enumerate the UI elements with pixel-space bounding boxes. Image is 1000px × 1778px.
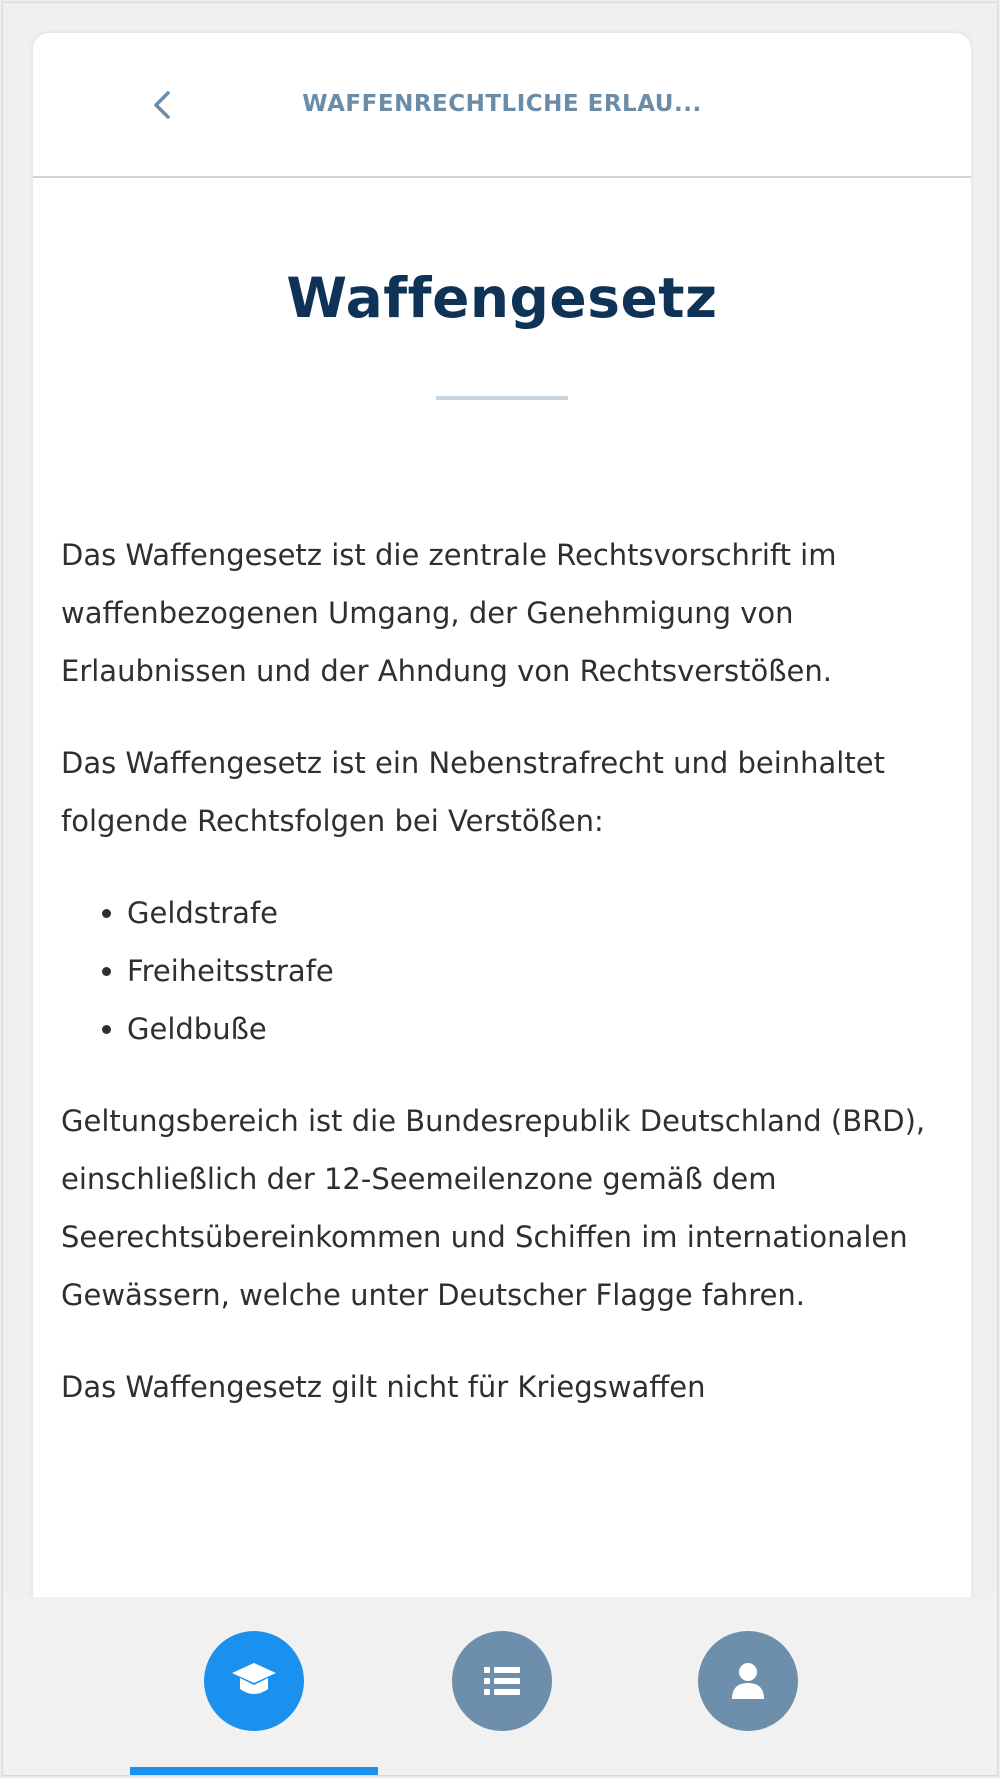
list-item: • Geldbuße — [127, 1000, 927, 1058]
page-title: Waffengesetz — [286, 266, 718, 330]
app-frame — [2, 2, 998, 1776]
list-item: • Freiheitsstrafe — [127, 942, 927, 1000]
list-icon — [476, 1655, 528, 1707]
paragraph: Geltungsbereich ist die Bundesrepublik Deutschland (BRD), einschließlich der 12-Seemeilenzone gemäß dem Seerechtsübereinkommen und Schiffen im internationalen Gewässern, welche unter Deutscher Flagge fahren. — [61, 1104, 926, 1312]
graduation-cap-icon — [226, 1653, 282, 1709]
list-item: • Geldstrafe — [127, 884, 927, 942]
header-title: WAFFENRECHTLICHE ERLAU... — [302, 91, 702, 117]
top-bar — [33, 33, 971, 178]
consequences-list — [61, 884, 927, 1058]
nav-learn-button[interactable] — [204, 1631, 304, 1731]
active-tab-indicator — [130, 1767, 378, 1775]
article-content — [33, 400, 971, 1416]
content-card — [33, 33, 971, 1633]
user-icon — [722, 1655, 774, 1707]
paragraph: Das Waffengesetz ist ein Nebenstrafrecht und beinhaltet folgende Rechtsfolgen bei Verstößen: — [61, 746, 885, 838]
nav-list-button[interactable] — [452, 1631, 552, 1731]
bottom-navigation — [3, 1597, 997, 1775]
nav-profile-button[interactable] — [698, 1631, 798, 1731]
paragraph: Das Waffengesetz ist die zentrale Rechtsvorschrift im waffenbezogenen Umgang, der Genehmigung von Erlaubnissen und der Ahndung von Rechtsverstößen. — [61, 538, 837, 688]
paragraph: Das Waffengesetz gilt nicht für Kriegswaffen — [61, 1370, 706, 1404]
